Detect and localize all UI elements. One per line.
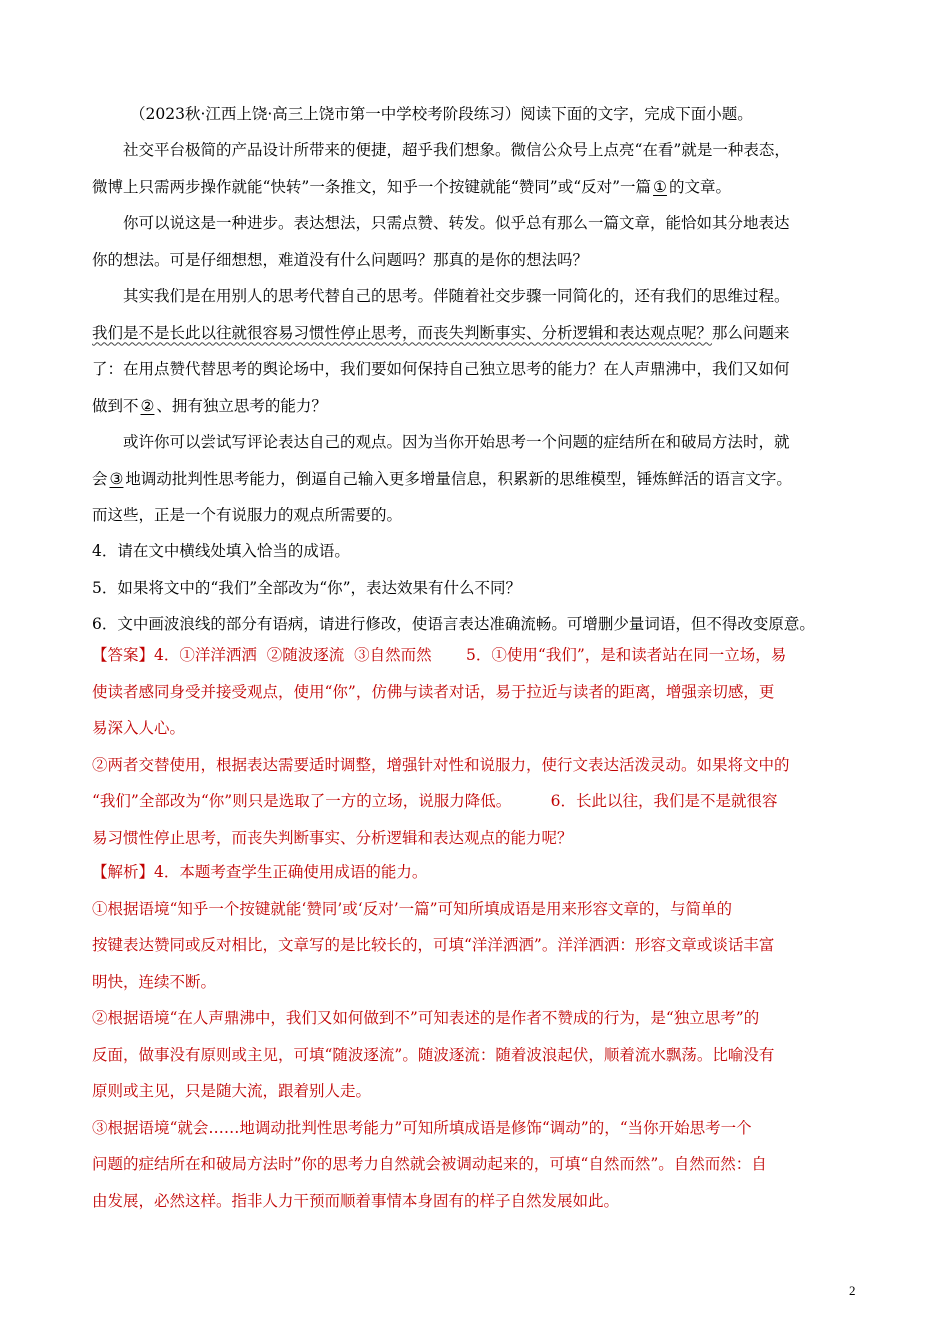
wavy-underlined-sentence: 我们是不是长此以往就很容易习惯性停止思考，而丧失判断事实、分析逻辑和表达观点呢？ bbox=[92, 323, 713, 342]
passage-paragraph-1 bbox=[92, 132, 862, 205]
blank-2: ② bbox=[140, 396, 155, 415]
passage-line bbox=[92, 315, 862, 352]
passage-paragraph-3 bbox=[92, 278, 862, 424]
blank-1: ① bbox=[653, 177, 667, 196]
answer-line: 易深入人心。 bbox=[92, 719, 186, 737]
answer-line: 【答案】4．①洋洋洒洒 ②随波逐流 ③自然而然 5．①使用“我们”，是和读者站在同一立场，易 bbox=[92, 646, 787, 664]
passage-line bbox=[92, 461, 862, 498]
analysis-section bbox=[92, 854, 862, 1219]
passage-text: 的文章。 bbox=[668, 177, 731, 196]
blank-3: ③ bbox=[109, 469, 124, 488]
analysis-line: 问题的症结所在和破局方法时”你的思考力自然就会被调动起来的，可填“自然而然”。自然而然：自 bbox=[92, 1155, 767, 1173]
answer-line: 易习惯性停止思考，而丧失判断事实、分析逻辑和表达观点的能力呢？ bbox=[92, 828, 573, 847]
page-number: 2 bbox=[849, 1283, 856, 1298]
passage-text: 那么问题来 bbox=[712, 323, 790, 342]
passage-text: 、拥有独立思考的能力？ bbox=[156, 396, 327, 415]
analysis-line: 由发展，必然这样。指非人力干预而顺着事情本身固有的样子自然发展如此。 bbox=[92, 1191, 620, 1210]
passage-line: 你可以说这是一种进步。表达想法，只需点赞、转发。似乎总有那么一篇文章，能恰如其分地表达 bbox=[123, 214, 790, 232]
analysis-line: ①根据语境“知乎一个按键就能‘赞同’或‘反对’一篇”可知所填成语是用来形容文章的，与简单的 bbox=[92, 899, 733, 918]
question-4: 4．请在文中横线处填入恰当的成语。 bbox=[92, 542, 350, 560]
analysis-line: 明快，连续不断。 bbox=[92, 972, 217, 991]
answer-line: ②两者交替使用，根据表达需要适时调整，增强针对性和说服力，使行文表达活泼灵动。如果将文中的 bbox=[92, 755, 790, 774]
passage-line: 或许你可以尝试写评论表达自己的观点。因为当你开始思考一个问题的症结所在和破局方法时，就 bbox=[123, 433, 790, 451]
source-line bbox=[92, 96, 862, 133]
analysis-line: ②根据语境“在人声鼎沸中，我们又如何做到不”可知表述的是作者不赞成的行为，是“独立思考”的 bbox=[92, 1009, 760, 1027]
question-6: 6．文中画波浪线的部分有语病，请进行修改，使语言表达准确流畅。可增删少量词语，但不得改变原意。 bbox=[92, 615, 815, 633]
passage-line bbox=[92, 388, 862, 425]
answer-line: 使读者感同身受并接受观点，使用“你”，仿佛与读者对话，易于拉近与读者的距离，增强亲切感，更 bbox=[92, 682, 775, 701]
passage-paragraph-4 bbox=[92, 424, 862, 534]
passage-line: 其实我们是在用别人的思考代替自己的思考。伴随着社交步骤一同简化的，还有我们的思维过程。 bbox=[123, 287, 790, 305]
answer-section bbox=[92, 637, 862, 856]
answer-line: “我们”全部改为“你”则只是选取了一方的立场，说服力降低。 6．长此以往，我们是不是就很容 bbox=[92, 792, 778, 810]
analysis-line: 反面，做事没有原则或主见，可填“随波逐流”。随波逐流：随着波浪起伏，顺着流水飘荡。比喻没有 bbox=[92, 1045, 775, 1064]
analysis-line: ③根据语境“就会……地调动批判性思考能力”可知所填成语是修饰“调动”的，“当你开始思考一个 bbox=[92, 1118, 752, 1137]
analysis-line: 原则或主见，只是随大流，跟着别人走。 bbox=[92, 1082, 372, 1100]
question-5: 5．如果将文中的“我们”全部改为“你”，表达效果有什么不同？ bbox=[92, 578, 522, 597]
passage-text: 做到不 bbox=[92, 396, 139, 415]
passage-text: 地调动批判性思考能力，倒逼自己输入更多增量信息，积累新的思维模型，锤炼鲜活的语言文字。 bbox=[125, 469, 792, 488]
passage-text: 会 bbox=[92, 469, 108, 488]
passage-paragraph-2 bbox=[92, 205, 862, 278]
analysis-line: 按键表达赞同或反对相比，文章写的是比较长的，可填“洋洋洒洒”。洋洋洒洒：形容文章或谈话丰富 bbox=[92, 936, 775, 954]
analysis-line: 【解析】4．本题考查学生正确使用成语的能力。 bbox=[92, 863, 428, 881]
passage-line: 而这些，正是一个有说服力的观点所需要的。 bbox=[92, 506, 403, 524]
question-list bbox=[92, 533, 862, 643]
source-text: （2023秋·江西上饶·高三上饶市第一中学校考阶段练习）阅读下面的文字，完成下面小题。 bbox=[130, 105, 753, 123]
passage-line: 了：在用点赞代替思考的舆论场中，我们要如何保持自己独立思考的能力？在人声鼎沸中，我们又如何 bbox=[92, 360, 790, 378]
passage-line bbox=[92, 169, 862, 206]
passage-line: 社交平台极简的产品设计所带来的便捷，超乎我们想象。微信公众号上点亮“在看”就是一种表态， bbox=[123, 141, 790, 159]
passage-line: 你的想法。可是仔细想想，难道没有什么问题吗？那真的是你的想法吗？ bbox=[92, 250, 589, 269]
passage-text: 微博上只需两步操作就能“快转”一条推文，知乎一个按键就能“赞同”或“反对”一篇 bbox=[92, 177, 652, 196]
